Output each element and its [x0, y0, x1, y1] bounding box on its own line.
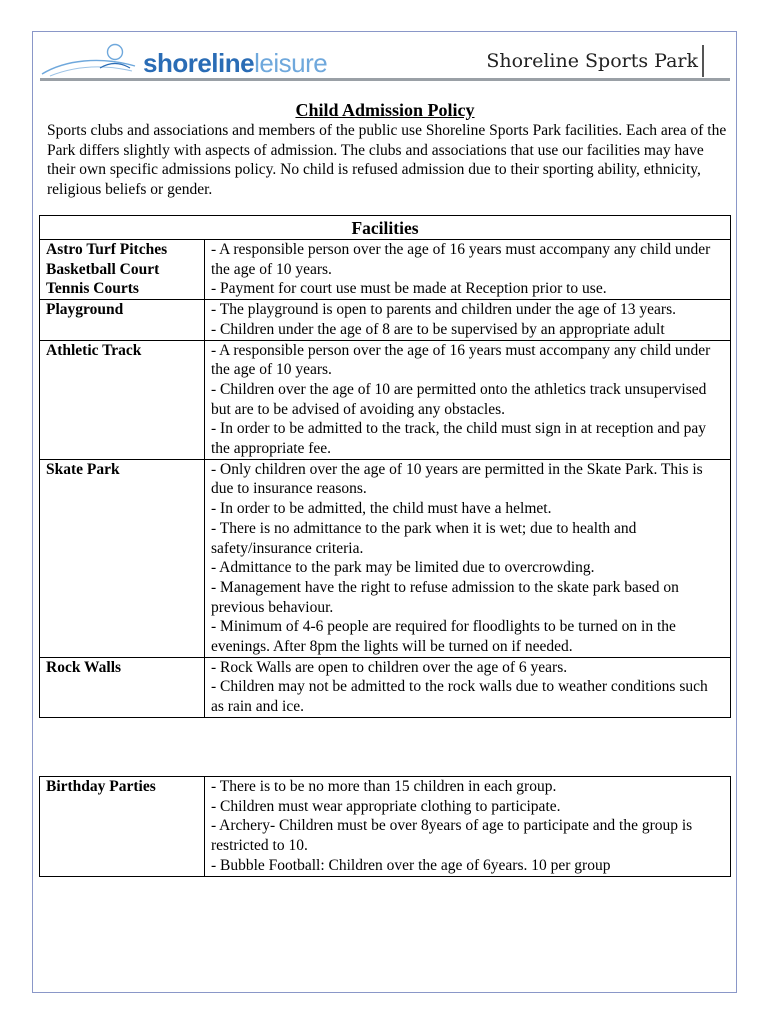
- table-row: [40, 240, 731, 300]
- rule-text: - There is to be no more than 15 children in each group.: [211, 778, 557, 795]
- facility-name: Birthday Parties: [46, 778, 156, 795]
- facility-rules-cell: [205, 300, 731, 340]
- logo-word-shoreline: shoreline: [143, 48, 255, 78]
- table-row: [40, 340, 731, 459]
- rule-text: - In order to be admitted to the track, the child must sign in at reception and pay the appropriate fee.: [211, 420, 706, 458]
- facility-name: Tennis Courts: [46, 280, 139, 298]
- rule-text: - Archery- Children must be over 8years of age to participate and the group is restricted to 10.: [211, 817, 693, 855]
- rule-text: - Admittance to the park may be limited due to overcrowding.: [211, 559, 595, 577]
- rule-text: - Children may not be admitted to the rock walls due to weather conditions such as rain and ice.: [211, 678, 708, 716]
- birthday-parties-table: [39, 776, 731, 877]
- facility-name: Playground: [46, 301, 124, 319]
- rule-text: - Children over the age of 10 are permitted onto the athletics track unsupervised but are to be advised of avoiding any obstacles.: [211, 380, 707, 418]
- rule-text: - Bubble Football: Children over the age of 6years. 10 per group: [211, 856, 611, 874]
- facilities-table: [39, 215, 731, 718]
- facility-name-cell: [40, 657, 205, 717]
- header-accent-bar: [702, 45, 704, 77]
- page-header: [40, 40, 730, 82]
- intro-paragraph: Sports clubs and associations and members of the public use Shoreline Sports Park facilities. Each area of the Park differs slightly with aspects of admission. The clubs and associations that use our facilities may have their own specific admissions policy. No child is refused admission due to their sporting ability, ethnicity, religious beliefs or gender.: [47, 122, 727, 198]
- shoreline-leisure-logo: [143, 48, 327, 78]
- facility-rules-cell: [205, 240, 731, 300]
- rule-text: - A responsible person over the age of 16 years must accompany any child under the age of 10 years.: [211, 341, 711, 379]
- table-row: [40, 777, 731, 877]
- facility-name-cell: [40, 240, 205, 300]
- rule-text: - Minimum of 4-6 people are required for floodlights to be turned on in the evenings. After 8pm the lights will be turned on if needed.: [211, 618, 676, 656]
- rule-text: - Children under the age of 8 are to be supervised by an appropriate adult: [211, 320, 665, 338]
- rule-text: - Payment for court use must be made at Reception prior to use.: [211, 280, 607, 298]
- facility-name: Astro Turf Pitches: [46, 241, 168, 258]
- table-row: [40, 657, 731, 717]
- facility-name: Basketball Court: [46, 260, 160, 278]
- facility-name-cell: [40, 777, 205, 877]
- rule-text: - A responsible person over the age of 16 years must accompany any child under the age of 10 years.: [211, 241, 711, 278]
- table-row: [40, 459, 731, 657]
- rule-text: - Only children over the age of 10 years are permitted in the Skate Park. This is due to insurance reasons.: [211, 460, 703, 498]
- facility-rules-cell: [205, 340, 731, 459]
- facility-name: Athletic Track: [46, 341, 142, 359]
- facilities-heading: Facilities: [40, 216, 731, 240]
- header-rule: [40, 78, 730, 81]
- facility-name: Skate Park: [46, 460, 120, 478]
- shoreline-logo-swoosh-icon: [40, 40, 150, 80]
- table-row: [40, 300, 731, 340]
- facility-name-cell: [40, 459, 205, 657]
- facility-rules-cell: [205, 777, 731, 877]
- rule-text: - In order to be admitted, the child must have a helmet.: [211, 500, 552, 518]
- header-title: Shoreline Sports Park: [486, 50, 698, 72]
- rule-text: - Rock Walls are open to children over the age of 6 years.: [211, 658, 568, 676]
- rule-text: - Children must wear appropriate clothing to participate.: [211, 797, 561, 815]
- facility-rules-cell: [205, 657, 731, 717]
- rule-text: - There is no admittance to the park when it is wet; due to health and safety/insurance criteria.: [211, 519, 637, 557]
- facility-name-cell: [40, 340, 205, 459]
- facility-name: Rock Walls: [46, 658, 122, 676]
- rule-text: - The playground is open to parents and children under the age of 13 years.: [211, 301, 676, 319]
- facility-name-cell: [40, 300, 205, 340]
- logo-word-leisure: leisure: [254, 48, 328, 78]
- document-title: Child Admission Policy: [295, 100, 475, 120]
- rule-text: - Management have the right to refuse admission to the skate park based on previous behaviour.: [211, 578, 679, 616]
- facility-rules-cell: [205, 459, 731, 657]
